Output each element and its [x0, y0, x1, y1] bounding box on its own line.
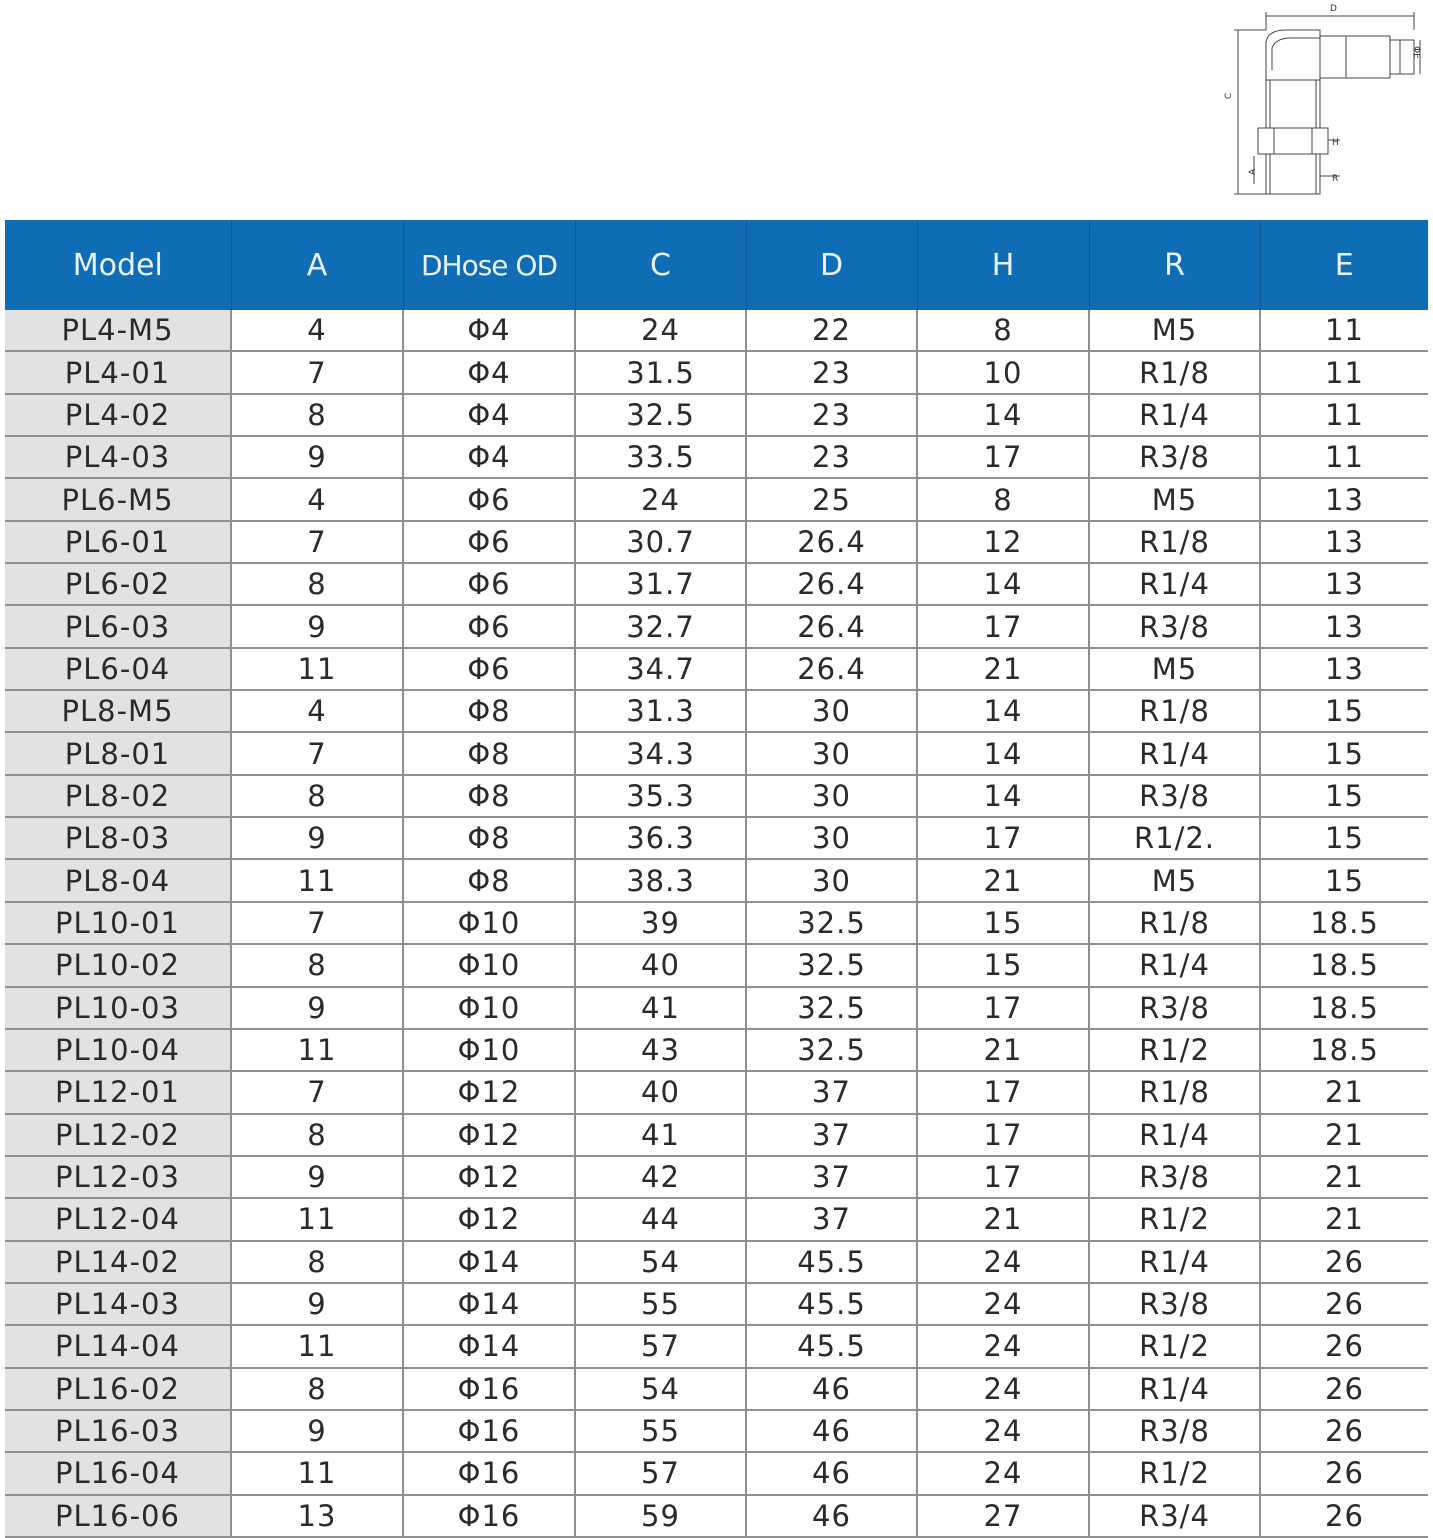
- cell-model: PL6-04: [5, 648, 231, 690]
- cell-model: PL8-02: [5, 775, 231, 817]
- cell-a: 8: [231, 1114, 403, 1156]
- cell-e: 15: [1260, 732, 1428, 774]
- cell-h: 12: [917, 521, 1089, 563]
- cell-h: 14: [917, 775, 1089, 817]
- cell-a: 4: [231, 478, 403, 520]
- cell-e: 13: [1260, 521, 1428, 563]
- cell-e: 18.5: [1260, 944, 1428, 986]
- cell-hose-od: Φ12: [403, 1156, 575, 1198]
- cell-model: PL10-01: [5, 902, 231, 944]
- table-row: [5, 817, 1428, 859]
- cell-c: 43: [575, 1029, 746, 1071]
- cell-e: 15: [1260, 690, 1428, 732]
- cell-c: 24: [575, 478, 746, 520]
- cell-r: M5: [1089, 478, 1260, 520]
- cell-d: 45.5: [746, 1283, 917, 1325]
- cell-a: 8: [231, 944, 403, 986]
- cell-hose-od: Φ12: [403, 1071, 575, 1113]
- cell-hose-od: Φ16: [403, 1368, 575, 1410]
- cell-r: M5: [1089, 859, 1260, 901]
- cell-r: R1/4: [1089, 1368, 1260, 1410]
- cell-e: 21: [1260, 1071, 1428, 1113]
- cell-hose-od: Φ4: [403, 351, 575, 393]
- cell-h: 21: [917, 1029, 1089, 1071]
- cell-model: PL14-04: [5, 1325, 231, 1367]
- cell-hose-od: Φ6: [403, 605, 575, 647]
- column-header-e: E: [1260, 220, 1428, 310]
- cell-model: PL16-03: [5, 1410, 231, 1452]
- cell-c: 24: [575, 310, 746, 351]
- cell-c: 38.3: [575, 859, 746, 901]
- cell-d: 37: [746, 1114, 917, 1156]
- cell-a: 11: [231, 859, 403, 901]
- column-header-c: C: [575, 220, 746, 310]
- dimension-label-r: R: [1332, 174, 1339, 184]
- cell-hose-od: Φ6: [403, 478, 575, 520]
- cell-c: 55: [575, 1410, 746, 1452]
- table-row: [5, 310, 1428, 351]
- cell-hose-od: Φ8: [403, 859, 575, 901]
- cell-r: R3/8: [1089, 605, 1260, 647]
- cell-a: 9: [231, 436, 403, 478]
- table-row: [5, 1241, 1428, 1283]
- cell-hose-od: Φ14: [403, 1325, 575, 1367]
- table-row: [5, 944, 1428, 986]
- cell-e: 26: [1260, 1241, 1428, 1283]
- cell-hose-od: Φ12: [403, 1198, 575, 1240]
- cell-a: 11: [231, 1029, 403, 1071]
- cell-model: PL10-02: [5, 944, 231, 986]
- cell-h: 21: [917, 859, 1089, 901]
- cell-c: 39: [575, 902, 746, 944]
- cell-d: 23: [746, 394, 917, 436]
- cell-r: R1/8: [1089, 521, 1260, 563]
- cell-h: 27: [917, 1495, 1089, 1537]
- cell-e: 26: [1260, 1283, 1428, 1325]
- cell-h: 8: [917, 310, 1089, 351]
- cell-a: 11: [231, 1452, 403, 1494]
- cell-model: PL12-03: [5, 1156, 231, 1198]
- cell-d: 23: [746, 436, 917, 478]
- column-header-h: H: [917, 220, 1089, 310]
- table-row: [5, 521, 1428, 563]
- cell-d: 26.4: [746, 521, 917, 563]
- cell-h: 10: [917, 351, 1089, 393]
- cell-d: 37: [746, 1071, 917, 1113]
- table-row: [5, 1156, 1428, 1198]
- cell-hose-od: Φ16: [403, 1410, 575, 1452]
- cell-hose-od: Φ4: [403, 394, 575, 436]
- cell-a: 8: [231, 394, 403, 436]
- cell-hose-od: Φ10: [403, 987, 575, 1029]
- cell-d: 26.4: [746, 563, 917, 605]
- cell-r: R1/8: [1089, 902, 1260, 944]
- cell-c: 57: [575, 1325, 746, 1367]
- cell-e: 15: [1260, 817, 1428, 859]
- cell-r: R1/8: [1089, 351, 1260, 393]
- table-row: [5, 1410, 1428, 1452]
- cell-hose-od: Φ16: [403, 1452, 575, 1494]
- cell-c: 31.7: [575, 563, 746, 605]
- cell-e: 21: [1260, 1114, 1428, 1156]
- cell-h: 21: [917, 648, 1089, 690]
- cell-h: 17: [917, 1114, 1089, 1156]
- cell-a: 9: [231, 817, 403, 859]
- table-row: [5, 1452, 1428, 1494]
- fitting-spec-table: [5, 220, 1428, 1538]
- cell-r: R1/8: [1089, 1071, 1260, 1113]
- cell-e: 26: [1260, 1410, 1428, 1452]
- cell-c: 42: [575, 1156, 746, 1198]
- cell-hose-od: Φ14: [403, 1241, 575, 1283]
- dimension-label-e: ΦE: [1411, 46, 1421, 59]
- cell-d: 22: [746, 310, 917, 351]
- cell-hose-od: Φ8: [403, 732, 575, 774]
- cell-model: PL6-02: [5, 563, 231, 605]
- cell-c: 54: [575, 1241, 746, 1283]
- cell-a: 9: [231, 605, 403, 647]
- cell-a: 9: [231, 1410, 403, 1452]
- cell-a: 11: [231, 648, 403, 690]
- cell-e: 13: [1260, 563, 1428, 605]
- cell-d: 46: [746, 1368, 917, 1410]
- cell-h: 21: [917, 1198, 1089, 1240]
- table-row: [5, 1495, 1428, 1537]
- cell-d: 30: [746, 690, 917, 732]
- cell-a: 7: [231, 732, 403, 774]
- cell-h: 24: [917, 1241, 1089, 1283]
- cell-a: 7: [231, 1071, 403, 1113]
- column-header-d: D: [746, 220, 917, 310]
- cell-r: M5: [1089, 648, 1260, 690]
- cell-e: 26: [1260, 1452, 1428, 1494]
- cell-h: 14: [917, 732, 1089, 774]
- cell-h: 14: [917, 690, 1089, 732]
- cell-a: 7: [231, 351, 403, 393]
- dimension-label-a: A: [1248, 168, 1258, 175]
- cell-e: 11: [1260, 310, 1428, 351]
- cell-e: 18.5: [1260, 987, 1428, 1029]
- elbow-fitting-outline: [1234, 12, 1420, 194]
- table-row: [5, 1114, 1428, 1156]
- cell-hose-od: Φ16: [403, 1495, 575, 1537]
- table-body: [5, 310, 1428, 1537]
- cell-hose-od: Φ6: [403, 521, 575, 563]
- cell-hose-od: Φ10: [403, 902, 575, 944]
- cell-a: 8: [231, 1241, 403, 1283]
- cell-d: 46: [746, 1452, 917, 1494]
- cell-model: PL8-04: [5, 859, 231, 901]
- cell-a: 9: [231, 1283, 403, 1325]
- cell-d: 37: [746, 1156, 917, 1198]
- cell-r: R1/4: [1089, 1114, 1260, 1156]
- table-row: [5, 1198, 1428, 1240]
- cell-hose-od: Φ10: [403, 1029, 575, 1071]
- cell-h: 14: [917, 563, 1089, 605]
- cell-c: 35.3: [575, 775, 746, 817]
- cell-e: 15: [1260, 859, 1428, 901]
- cell-a: 13: [231, 1495, 403, 1537]
- cell-hose-od: Φ10: [403, 944, 575, 986]
- cell-r: R1/2: [1089, 1325, 1260, 1367]
- cell-c: 32.7: [575, 605, 746, 647]
- cell-a: 4: [231, 690, 403, 732]
- cell-h: 24: [917, 1410, 1089, 1452]
- cell-hose-od: Φ12: [403, 1114, 575, 1156]
- cell-d: 32.5: [746, 987, 917, 1029]
- cell-e: 21: [1260, 1198, 1428, 1240]
- cell-d: 26.4: [746, 648, 917, 690]
- cell-c: 32.5: [575, 394, 746, 436]
- column-header-a: A: [231, 220, 403, 310]
- table-row: [5, 987, 1428, 1029]
- cell-e: 13: [1260, 478, 1428, 520]
- cell-r: R3/8: [1089, 436, 1260, 478]
- cell-r: R1/2: [1089, 1452, 1260, 1494]
- cell-e: 26: [1260, 1368, 1428, 1410]
- cell-h: 17: [917, 605, 1089, 647]
- column-header-hose-od: DHose OD: [403, 220, 575, 310]
- cell-r: R1/2: [1089, 1198, 1260, 1240]
- cell-model: PL6-01: [5, 521, 231, 563]
- table-row: [5, 1368, 1428, 1410]
- cell-e: 18.5: [1260, 1029, 1428, 1071]
- cell-hose-od: Φ4: [403, 310, 575, 351]
- cell-a: 8: [231, 775, 403, 817]
- cell-r: R3/8: [1089, 987, 1260, 1029]
- cell-model: PL16-02: [5, 1368, 231, 1410]
- cell-c: 41: [575, 987, 746, 1029]
- cell-model: PL8-01: [5, 732, 231, 774]
- cell-h: 8: [917, 478, 1089, 520]
- cell-d: 37: [746, 1198, 917, 1240]
- cell-c: 34.7: [575, 648, 746, 690]
- cell-c: 55: [575, 1283, 746, 1325]
- cell-c: 41: [575, 1114, 746, 1156]
- table-row: [5, 775, 1428, 817]
- cell-hose-od: Φ4: [403, 436, 575, 478]
- cell-d: 30: [746, 817, 917, 859]
- cell-c: 44: [575, 1198, 746, 1240]
- cell-c: 59: [575, 1495, 746, 1537]
- table-row: [5, 1071, 1428, 1113]
- cell-a: 8: [231, 563, 403, 605]
- cell-model: PL4-03: [5, 436, 231, 478]
- dimension-label-h: H: [1332, 138, 1339, 148]
- cell-model: PL8-M5: [5, 690, 231, 732]
- cell-model: PL4-M5: [5, 310, 231, 351]
- column-header-model: Model: [5, 220, 231, 310]
- cell-d: 46: [746, 1495, 917, 1537]
- cell-model: PL6-M5: [5, 478, 231, 520]
- cell-e: 26: [1260, 1325, 1428, 1367]
- cell-r: R3/8: [1089, 1410, 1260, 1452]
- cell-c: 40: [575, 944, 746, 986]
- cell-model: PL12-04: [5, 1198, 231, 1240]
- cell-e: 13: [1260, 605, 1428, 647]
- cell-r: R3/8: [1089, 775, 1260, 817]
- table-row: [5, 351, 1428, 393]
- cell-e: 11: [1260, 351, 1428, 393]
- cell-hose-od: Φ14: [403, 1283, 575, 1325]
- cell-model: PL4-01: [5, 351, 231, 393]
- cell-model: PL10-04: [5, 1029, 231, 1071]
- cell-model: PL8-03: [5, 817, 231, 859]
- cell-a: 7: [231, 902, 403, 944]
- cell-d: 46: [746, 1410, 917, 1452]
- cell-r: R1/4: [1089, 563, 1260, 605]
- cell-h: 17: [917, 1071, 1089, 1113]
- table-row: [5, 394, 1428, 436]
- cell-d: 32.5: [746, 902, 917, 944]
- cell-e: 26: [1260, 1495, 1428, 1537]
- cell-a: 8: [231, 1368, 403, 1410]
- cell-c: 31.5: [575, 351, 746, 393]
- cell-d: 30: [746, 859, 917, 901]
- cell-hose-od: Φ6: [403, 563, 575, 605]
- cell-c: 30.7: [575, 521, 746, 563]
- cell-r: R1/4: [1089, 1241, 1260, 1283]
- cell-model: PL14-03: [5, 1283, 231, 1325]
- table-row: [5, 732, 1428, 774]
- cell-c: 31.3: [575, 690, 746, 732]
- cell-d: 45.5: [746, 1325, 917, 1367]
- cell-e: 15: [1260, 775, 1428, 817]
- cell-d: 32.5: [746, 1029, 917, 1071]
- table-row: [5, 902, 1428, 944]
- cell-r: R1/2: [1089, 1029, 1260, 1071]
- cell-model: PL6-03: [5, 605, 231, 647]
- cell-r: R1/8: [1089, 690, 1260, 732]
- cell-model: PL12-02: [5, 1114, 231, 1156]
- table-row: [5, 1283, 1428, 1325]
- cell-c: 36.3: [575, 817, 746, 859]
- cell-model: PL10-03: [5, 987, 231, 1029]
- table-row: [5, 605, 1428, 647]
- cell-r: R1/2.: [1089, 817, 1260, 859]
- cell-d: 30: [746, 732, 917, 774]
- cell-h: 24: [917, 1283, 1089, 1325]
- cell-d: 25: [746, 478, 917, 520]
- dimension-label-c: C: [1224, 92, 1234, 99]
- cell-hose-od: Φ8: [403, 817, 575, 859]
- cell-h: 17: [917, 987, 1089, 1029]
- cell-d: 32.5: [746, 944, 917, 986]
- cell-hose-od: Φ8: [403, 775, 575, 817]
- cell-hose-od: Φ6: [403, 648, 575, 690]
- table-row: [5, 563, 1428, 605]
- dimension-label-d: D: [1330, 4, 1337, 14]
- cell-a: 9: [231, 987, 403, 1029]
- cell-model: PL16-06: [5, 1495, 231, 1537]
- fitting-dimension-diagram: [1224, 0, 1428, 200]
- table-row: [5, 648, 1428, 690]
- cell-model: PL14-02: [5, 1241, 231, 1283]
- cell-a: 9: [231, 1156, 403, 1198]
- table-row: [5, 690, 1428, 732]
- cell-e: 11: [1260, 394, 1428, 436]
- cell-model: PL4-02: [5, 394, 231, 436]
- cell-r: R3/4: [1089, 1495, 1260, 1537]
- cell-a: 11: [231, 1325, 403, 1367]
- table-header: [5, 220, 1428, 310]
- cell-h: 17: [917, 817, 1089, 859]
- cell-d: 26.4: [746, 605, 917, 647]
- cell-d: 23: [746, 351, 917, 393]
- cell-c: 54: [575, 1368, 746, 1410]
- cell-r: R3/8: [1089, 1156, 1260, 1198]
- cell-e: 11: [1260, 436, 1428, 478]
- cell-h: 15: [917, 944, 1089, 986]
- cell-c: 33.5: [575, 436, 746, 478]
- cell-a: 7: [231, 521, 403, 563]
- cell-h: 17: [917, 436, 1089, 478]
- cell-hose-od: Φ8: [403, 690, 575, 732]
- cell-a: 11: [231, 1198, 403, 1240]
- cell-e: 21: [1260, 1156, 1428, 1198]
- table-row: [5, 859, 1428, 901]
- cell-r: R1/4: [1089, 732, 1260, 774]
- cell-r: M5: [1089, 310, 1260, 351]
- cell-d: 45.5: [746, 1241, 917, 1283]
- cell-h: 24: [917, 1325, 1089, 1367]
- cell-model: PL16-04: [5, 1452, 231, 1494]
- cell-d: 30: [746, 775, 917, 817]
- cell-c: 57: [575, 1452, 746, 1494]
- cell-model: PL12-01: [5, 1071, 231, 1113]
- cell-a: 4: [231, 310, 403, 351]
- cell-r: R1/4: [1089, 944, 1260, 986]
- cell-h: 15: [917, 902, 1089, 944]
- table-row: [5, 1029, 1428, 1071]
- cell-h: 14: [917, 394, 1089, 436]
- column-header-r: R: [1089, 220, 1260, 310]
- cell-h: 24: [917, 1452, 1089, 1494]
- table-row: [5, 478, 1428, 520]
- cell-h: 17: [917, 1156, 1089, 1198]
- cell-h: 24: [917, 1368, 1089, 1410]
- cell-e: 18.5: [1260, 902, 1428, 944]
- cell-c: 34.3: [575, 732, 746, 774]
- table-row: [5, 1325, 1428, 1367]
- cell-r: R1/4: [1089, 394, 1260, 436]
- cell-e: 13: [1260, 648, 1428, 690]
- cell-r: R3/8: [1089, 1283, 1260, 1325]
- cell-c: 40: [575, 1071, 746, 1113]
- table-row: [5, 436, 1428, 478]
